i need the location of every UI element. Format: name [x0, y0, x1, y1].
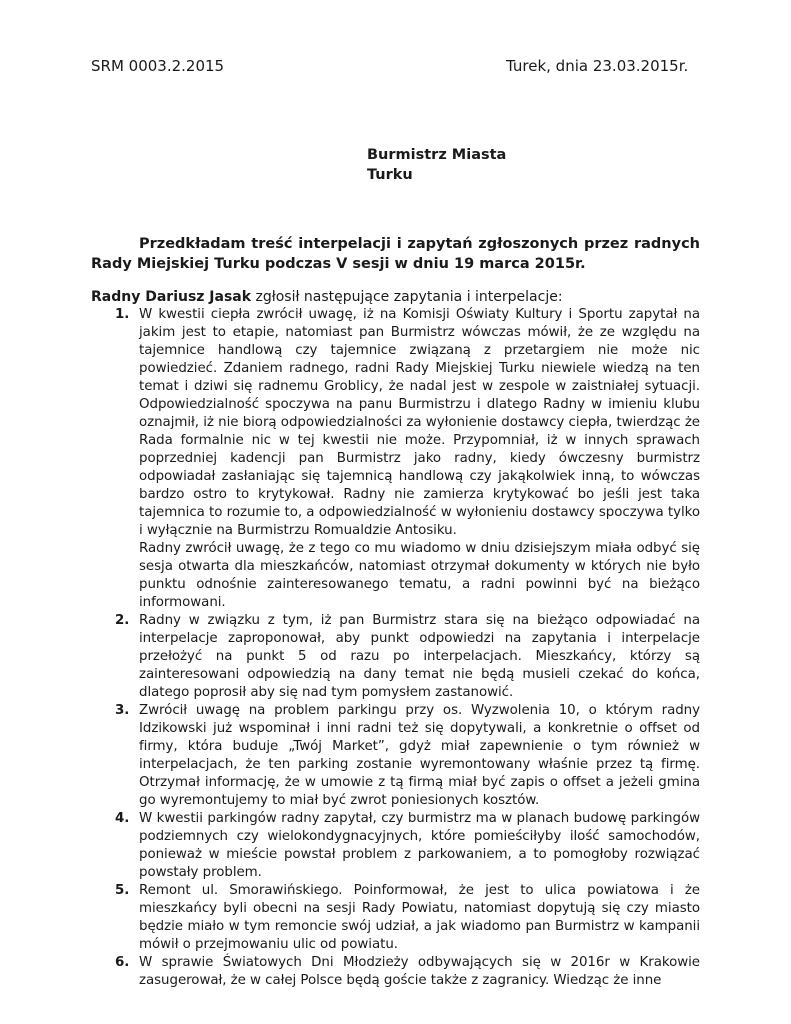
lead-line [91, 288, 711, 306]
reference-number: SRM 0003.2.2015 [91, 57, 225, 75]
item-number: 2. [115, 613, 130, 628]
item-paragraph: W sprawie Światowych Dni Młodzieży odbywających się w 2016r w Krakowie zasugerował, że w całej Polsce będą goście także z zagranicy. Wiedząc że inne [139, 955, 700, 988]
item-number: 4. [115, 811, 130, 826]
item-number: 5. [115, 883, 130, 898]
list-item [91, 612, 700, 702]
list-item [91, 702, 700, 810]
item-paragraph: Radny zwrócił uwagę, że z tego co mu wiadomo w dniu dzisiejszym miała odbyć się sesja otwarta dla mieszkańców, natomiast otrzymał dokumenty w których nie było punktu odnośnie zainteresowanego tematu, a radni powinni być na bieżąco informowani. [139, 541, 700, 610]
lead-text: zgłosił następujące zapytania i interpelacje: [251, 289, 563, 305]
item-number: 1. [115, 307, 130, 322]
item-number: 6. [115, 955, 130, 970]
list-item [91, 810, 700, 882]
item-paragraph: Remont ul. Smorawińskiego. Poinformował, że jest to ulica powiatowa i że mieszkańcy byli obecni na sesji Rady Powiatu, natomiast dopytują się czy miasto będzie miało w tym remoncie swój udział, a jak wiadomo pan Burmistrz w kampanii mówił o przejmowaniu ulic od powiatu. [139, 883, 700, 952]
list-item [91, 882, 700, 954]
item-number: 3. [115, 703, 130, 718]
item-paragraph: W kwestii ciepła zwrócił uwagę, iż na Komisji Oświaty Kultury i Sportu zapytał na jakim jest to etapie, natomiast pan Burmistrz wówczas mówił, że ze względu na tajemnice handlową czy tajemnice związaną z przetargiem nie może nic powiedzieć. Zdaniem radnego, radni Rady Miejskiej Turku niewiele wiedzą na ten temat i dziwi się radnemu Groblicy, że nadal jest w zespole w zaistniałej sytuacji. Odpowiedzialność spoczywa na panu Burmistrzu i dlatego Radny w imieniu klubu oznajmił, iż nie biorą odpowiedzialności za wyłonienie dostawcy ciepła, twierdząc że Rada formalnie nic w tej kwestii nie może. Przypomniał, iż w innych sprawach poprzedniej kadencji pan Burmistrz jako radny, kiedy ówczesny burmistrz odpowiadał zasłaniając się tajemnicą handlową czy jakąkolwiek inną, to wówczas bardzo ostro to krytykował. Radny nie zamierza krytykować bo jeśli jest taka tajemnica to rozumie to, a odpowiedzialność w wyłonieniu dostawcy spoczywa tylko i wyłącznie na Burmistrzu Romualdzie Antosiku. [139, 307, 700, 538]
interpellation-list [91, 306, 700, 990]
addressee [367, 145, 506, 185]
addressee-line-2: Turku [367, 167, 413, 183]
item-paragraph: W kwestii parkingów radny zapytał, czy burmistrz ma w planach budowę parkingów podziemnych czy wielokondygnacyjnych, które pomieściłyby ilość samochodów, ponieważ w mieście powstał problem z parkowaniem, a to pomogłoby rozwiązać powstały problem. [139, 811, 700, 880]
addressee-line-1: Burmistrz Miasta [367, 147, 507, 163]
item-paragraph: Zwrócił uwagę na problem parkingu przy os. Wyzwolenia 10, o którym radny Idzikowski już wspominał i inni radni też się dopytywali, a konkretnie o offset od firmy, która buduje „Twój Market”, gdyż miał zapewnienie o tym również w interpelacjach, że ten parking zostanie wyremontowany właśnie przez tą firmę. Otrzymał informację, że w umowie z tą firmą miał być zapis o offset a jeżeli gmina go wyremontujemy to miał być zwrot poniesionych kosztów. [139, 703, 700, 808]
document-date: Turek, dnia 23.03.2015r. [506, 57, 689, 75]
list-item [91, 306, 700, 612]
councillor-name: Radny Dariusz Jasak [91, 289, 252, 305]
list-item [91, 954, 700, 990]
item-paragraph: Radny w związku z tym, iż pan Burmistrz stara się na bieżąco odpowiadać na interpelacje zaproponował, aby punkt odpowiedzi na zapytania i interpelacje przełożyć na punkt 5 od razu po interpelacjach. Mieszkańcy, którzy są zainteresowani odpowiedzią na dany temat nie będą musieli czekać do końca, dlatego poprosił aby się nad tym pomysłem zastanowić. [139, 613, 700, 700]
intro-paragraph: Przedkładam treść interpelacji i zapytań zgłoszonych przez radnych Rady Miejskiej Turku podczas V sesji w dniu 19 marca 2015r. [91, 236, 700, 272]
